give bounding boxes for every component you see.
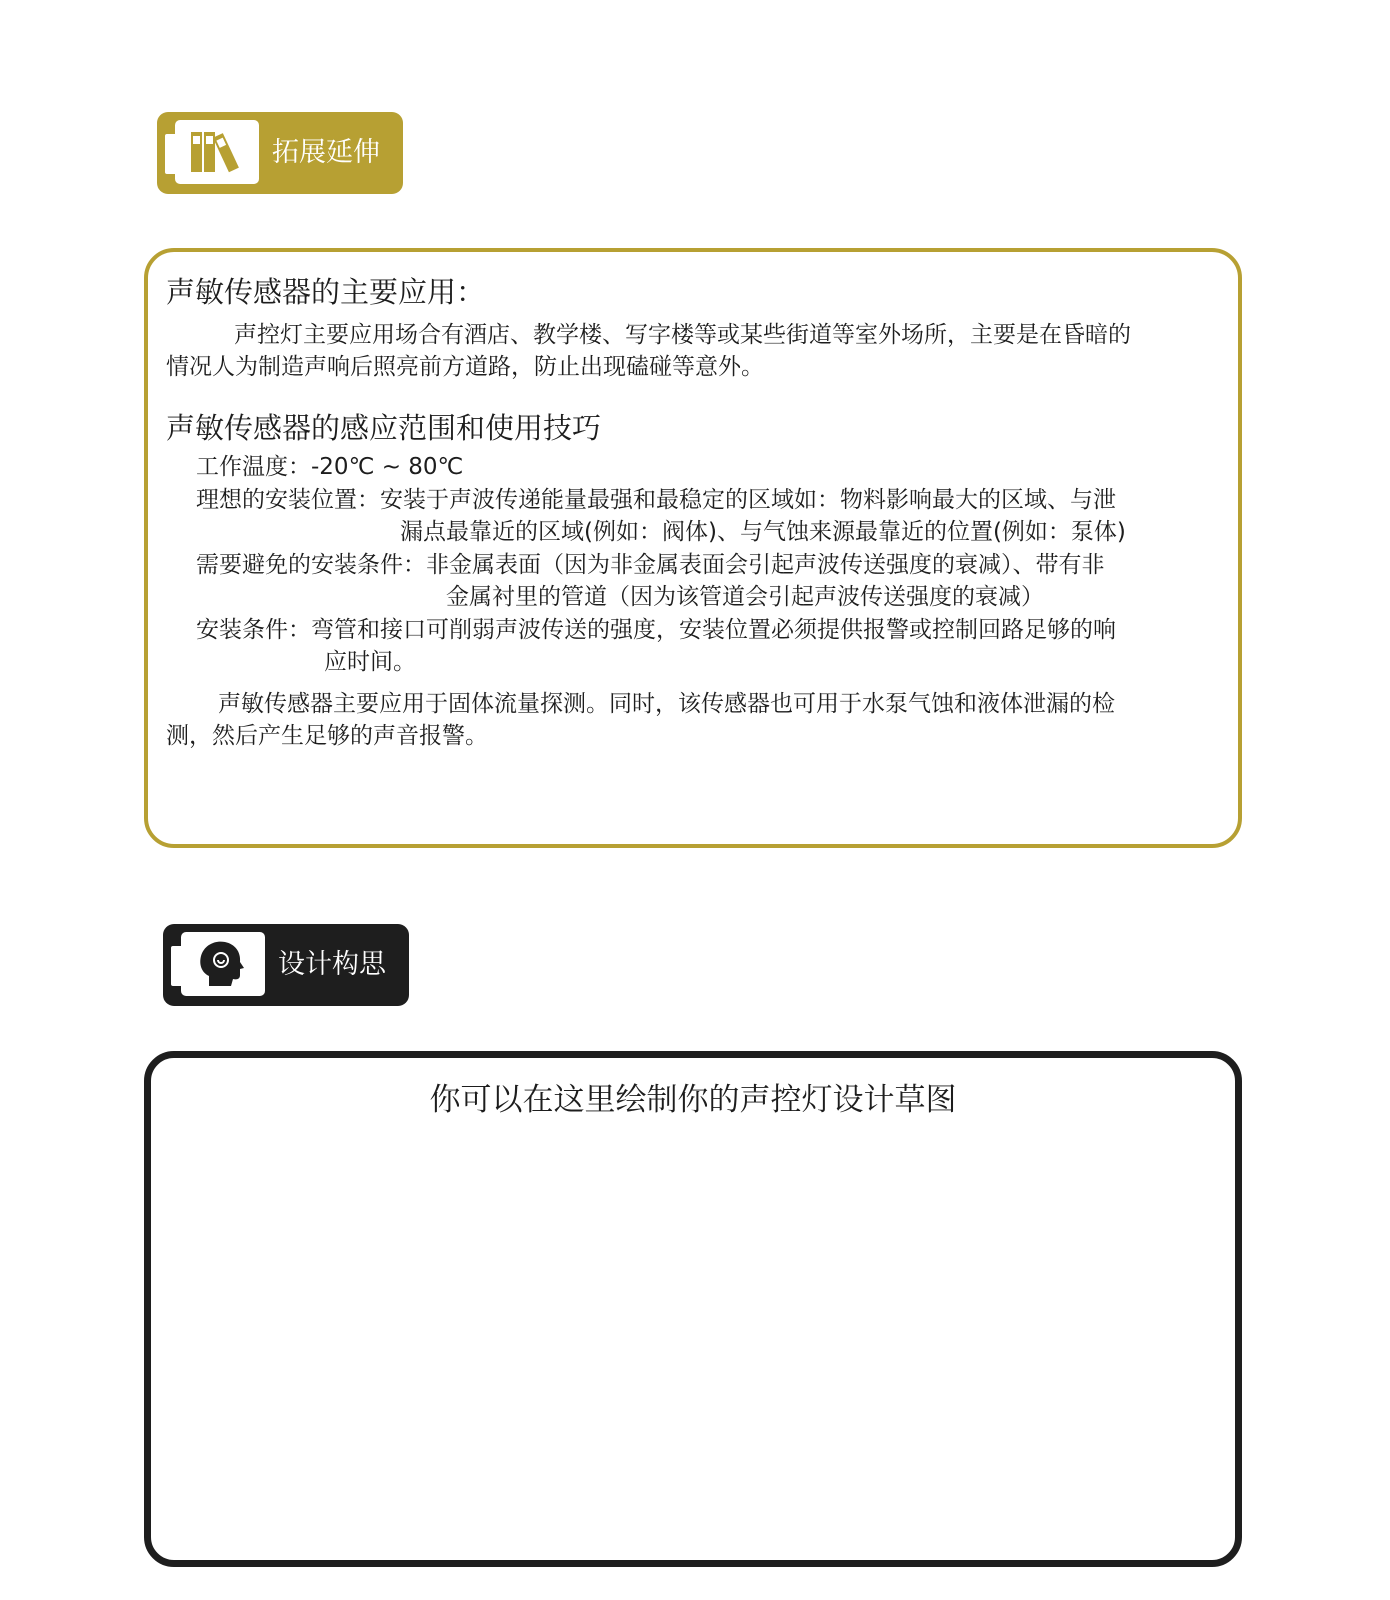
sketch-title: 你可以在这里绘制你的声控灯设计草图 <box>429 1082 957 1118</box>
range-tips-heading: 声敏传感器的感应范围和使用技巧 <box>166 411 602 445</box>
summary-line2: 测，然后产生足够的声音报警。 <box>166 723 488 749</box>
tag-card <box>175 120 259 184</box>
avoid-conditions-line1: 需要避免的安装条件：非金属表面（因为非金属表面会引起声波传送强度的衰减）、带有非 <box>196 552 1105 578</box>
applications-heading: 声敏传感器的主要应用： <box>166 275 486 309</box>
applications-paragraph-line1: 声控灯主要应用场合有酒店、教学楼、写字楼等或某些街道等室外场所，主要是在昏暗的 <box>234 322 1131 348</box>
head-thinking-icon <box>191 938 255 990</box>
temperature-line: 工作温度：-20℃ ~ 80℃ <box>196 454 464 480</box>
summary-line1: 声敏传感器主要应用于固体流量探测。同时，该传感器也可用于水泵气蚀和液体泄漏的检 <box>218 691 1115 717</box>
install-conditions-line1: 安装条件：弯管和接口可削弱声波传送的强度，安装位置必须提供报警或控制回路足够的响 <box>196 617 1116 643</box>
design-section-tag <box>163 924 409 1006</box>
tag-label: 设计构思 <box>278 949 386 980</box>
info-panel <box>144 248 1242 848</box>
install-conditions-line2: 应时间。 <box>324 649 416 675</box>
tag-label: 拓展延伸 <box>272 137 380 168</box>
expand-section-tag <box>157 112 403 194</box>
ideal-position-line2: 漏点最靠近的区域(例如：阀体)、与气蚀来源最靠近的位置(例如：泵体) <box>400 519 1126 545</box>
applications-paragraph-line2: 情况人为制造声响后照亮前方道路，防止出现磕碰等意外。 <box>166 354 764 380</box>
tag-card <box>181 932 265 996</box>
sketch-area[interactable] <box>144 1051 1242 1567</box>
avoid-conditions-line2: 金属衬里的管道（因为该管道会引起声波传送强度的衰减） <box>446 584 1044 610</box>
binders-icon <box>185 126 249 178</box>
ideal-position-line1: 理想的安装位置：安装于声波传递能量最强和最稳定的区域如：物料影响最大的区域、与泄 <box>196 487 1116 513</box>
